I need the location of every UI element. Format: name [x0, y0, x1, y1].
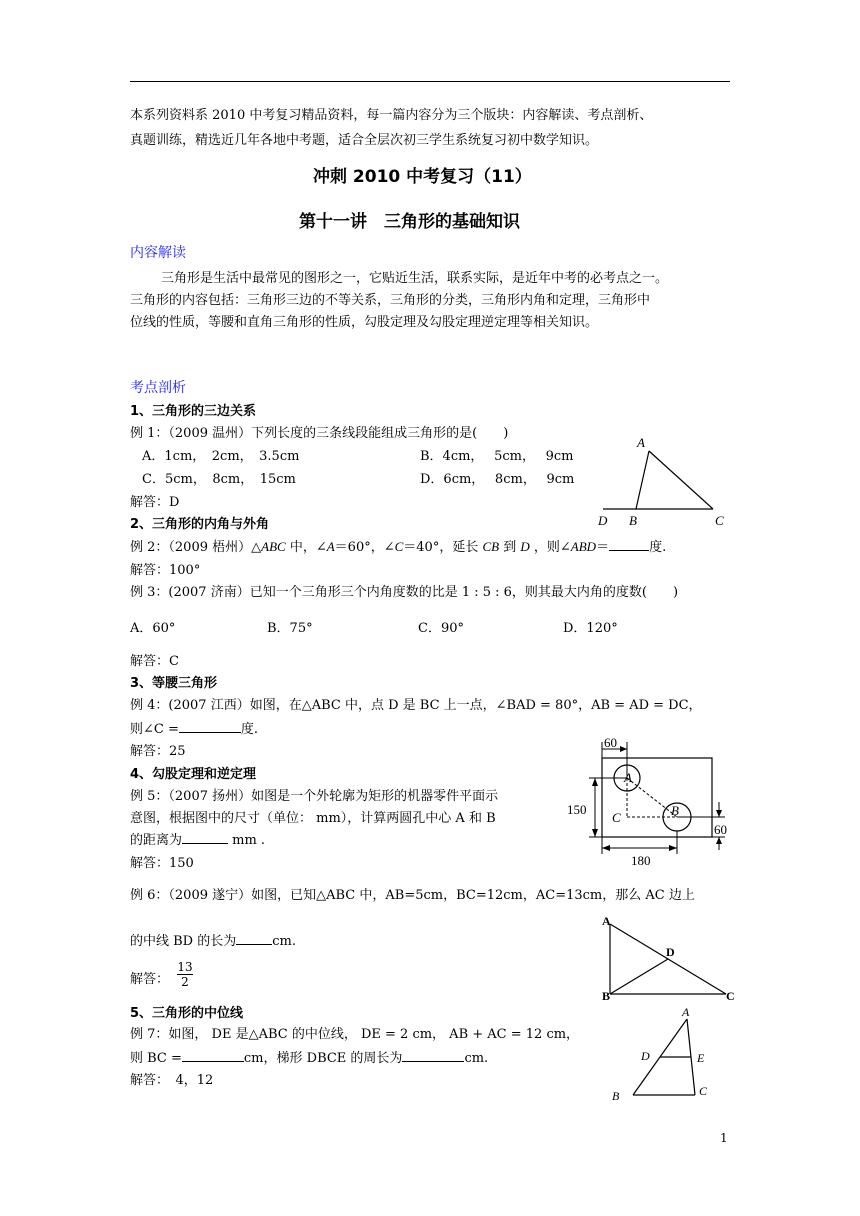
ex4-question-line-1: 例 4：(2007 江西）如图，在△ABC 中，点 D 是 BC 上一点，∠BAD = 80°，AB = AD = DC，	[130, 698, 702, 713]
ex7-question-line-2: 则 BC = cm，梯形 DBCE 的周长为 cm.	[130, 1051, 489, 1066]
page-number: 1	[720, 1131, 728, 1145]
fig1-label-b: B	[629, 513, 637, 528]
section-heading-analysis: 考点剖析	[130, 380, 186, 396]
fig4-label-e: E	[697, 1051, 705, 1065]
ex6-question-line-1: 例 6：（2009 遂宁）如图，已知△ABC 中，AB=5cm，BC=12cm，AC=13cm，那么 AC 边上	[130, 888, 695, 903]
fig2-label-b: B	[671, 803, 679, 818]
ex4-answer: 解答：25	[130, 744, 186, 759]
lecture-subtitle: 第十一讲 三角形的基础知识	[299, 212, 520, 232]
fig1-line-ac	[649, 451, 713, 509]
ex3-option-b: B．75°	[267, 621, 313, 636]
fig2-label-right: 60	[714, 822, 727, 837]
figure-exterior-angle	[595, 433, 735, 533]
fig2-dash-ab	[627, 778, 677, 817]
ex5-question-line-3: 的距离为 mm .	[130, 833, 266, 848]
ex6-answer-fraction: 13 2	[177, 960, 193, 989]
content-line-2: 三角形的内容包括：三角形三边的不等关系，三角形的分类，三角形内角和定理，三角形中	[130, 293, 651, 308]
ex3-option-d: D．120°	[563, 621, 618, 636]
fig2-arrow-bottom-right	[669, 845, 677, 851]
ex1-option-d: D．6cm， 8cm， 9cm	[420, 472, 575, 487]
ex2-answer: 解答：100°	[130, 563, 201, 578]
ex5-question-line-2: 意图，根据图中的尺寸（单位： mm），计算两圆孔中心 A 和 B	[130, 811, 496, 826]
fig2-label-c: C	[612, 810, 621, 825]
topic-2: 2、三角形的内角与外角	[130, 517, 270, 532]
ex2-blank	[609, 538, 649, 551]
ex6-blank	[236, 932, 272, 945]
ex1-option-a: A．1cm， 2cm， 3.5cm	[142, 449, 300, 464]
ex1-answer: 解答：D	[130, 495, 180, 510]
fig4-label-a: A	[682, 1005, 690, 1019]
ex1-question: 例 1：（2009 温州）下列长度的三条线段能组成三角形的是( )	[130, 426, 509, 441]
fig2-label-top: 60	[604, 735, 617, 750]
fig4-label-b: B	[612, 1089, 620, 1103]
fig2-label-left: 150	[567, 802, 587, 817]
fig3-label-c: C	[726, 989, 735, 1003]
ex6-answer: 解答： 13 2	[130, 960, 193, 989]
ex6-question-line-2: 的中线 BD 的长为 cm.	[130, 934, 296, 949]
fig3-label-b: B	[602, 989, 611, 1003]
ex7-blank-1	[182, 1049, 244, 1062]
ex1-option-b: B．4cm， 5cm， 9cm	[420, 449, 574, 464]
fig2-arrow-right-down	[716, 810, 722, 817]
fig2-arrow-left-down	[592, 829, 598, 837]
figure-machine-part	[565, 735, 740, 870]
fig2-arrow-right-up	[716, 837, 722, 844]
ex5-blank	[182, 831, 228, 844]
ex3-option-c: C．90°	[418, 621, 464, 636]
fig2-arrow-left-up	[592, 778, 598, 786]
fig2-arrow-top	[620, 746, 627, 752]
ex5-answer: 解答：150	[130, 856, 194, 871]
ex3-option-a: A．60°	[130, 621, 176, 636]
fig2-label-bottom: 180	[631, 853, 651, 868]
fig2-arrow-bottom-left	[602, 845, 610, 851]
ex7-blank-2	[402, 1049, 464, 1062]
ex3-answer: 解答：C	[130, 654, 179, 669]
fig1-line-ba	[636, 451, 649, 509]
fig2-outline	[602, 758, 712, 837]
ex1-option-c: C．5cm， 8cm， 15cm	[142, 472, 296, 487]
content-line-1: 三角形是生活中最常见的图形之一，它贴近生活，联系实际，是近年中考的必考点之一。	[161, 271, 669, 286]
page-title: 冲刺 2010 中考复习（11）	[313, 167, 532, 187]
ex7-answer: 解答： 4，12	[130, 1073, 214, 1088]
topic-1: 1、三角形的三边关系	[130, 404, 257, 419]
fig3-line-bd	[610, 959, 668, 994]
ex2-question: 例 2：（2009 梧州）△ABC 中，∠A＝60°，∠C＝40°，延长 CB 到 D ，则∠ABD＝ 度.	[130, 539, 667, 555]
topic-4: 4、勾股定理和逆定理	[130, 767, 257, 782]
topic-5: 5、三角形的中位线	[130, 1006, 244, 1021]
ex3-question: 例 3：(2007 济南）已知一个三角形三个内角度数的比是 1 : 5 : 6，则其最大内角的度数( )	[130, 585, 679, 600]
content-line-3: 位线的性质，等腰和直角三角形的性质，勾股定理及勾股定理逆定理等相关知识。	[130, 315, 599, 330]
header-rule	[130, 81, 730, 82]
fig2-label-a: A	[624, 770, 632, 785]
intro-line-2: 真题训练，精选近几年各地中考题，适合全层次初三学生系统复习初中数学知识。	[130, 133, 599, 148]
section-heading-content: 内容解读	[130, 245, 186, 261]
figure-right-triangle	[600, 912, 740, 1004]
ex5-question-line-1: 例 5：（2007 扬州）如图是一个外轮廓为矩形的机器零件平面示	[130, 789, 499, 804]
fig4-label-d: D	[641, 1049, 650, 1063]
fig4-label-c: C	[699, 1084, 708, 1098]
fig1-label-d: D	[598, 513, 608, 528]
fig1-label-a: A	[637, 435, 645, 450]
intro-line-1: 本系列资料系 2010 中考复习精品资料，每一篇内容分为三个版块：内容解读、考点剖析、	[130, 108, 653, 123]
topic-3: 3、等腰三角形	[130, 676, 218, 691]
figure-midline	[605, 1003, 720, 1105]
ex4-blank	[179, 720, 241, 733]
fig3-label-d: D	[666, 945, 675, 959]
ex4-question-line-2: 则∠C = 度.	[130, 722, 259, 737]
fig1-label-c: C	[715, 513, 724, 528]
ex7-question-line-1: 例 7：如图， DE 是△ABC 的中位线， DE = 2 cm， AB + AC = 12 cm，	[130, 1027, 580, 1042]
fig3-label-a: A	[602, 914, 611, 928]
